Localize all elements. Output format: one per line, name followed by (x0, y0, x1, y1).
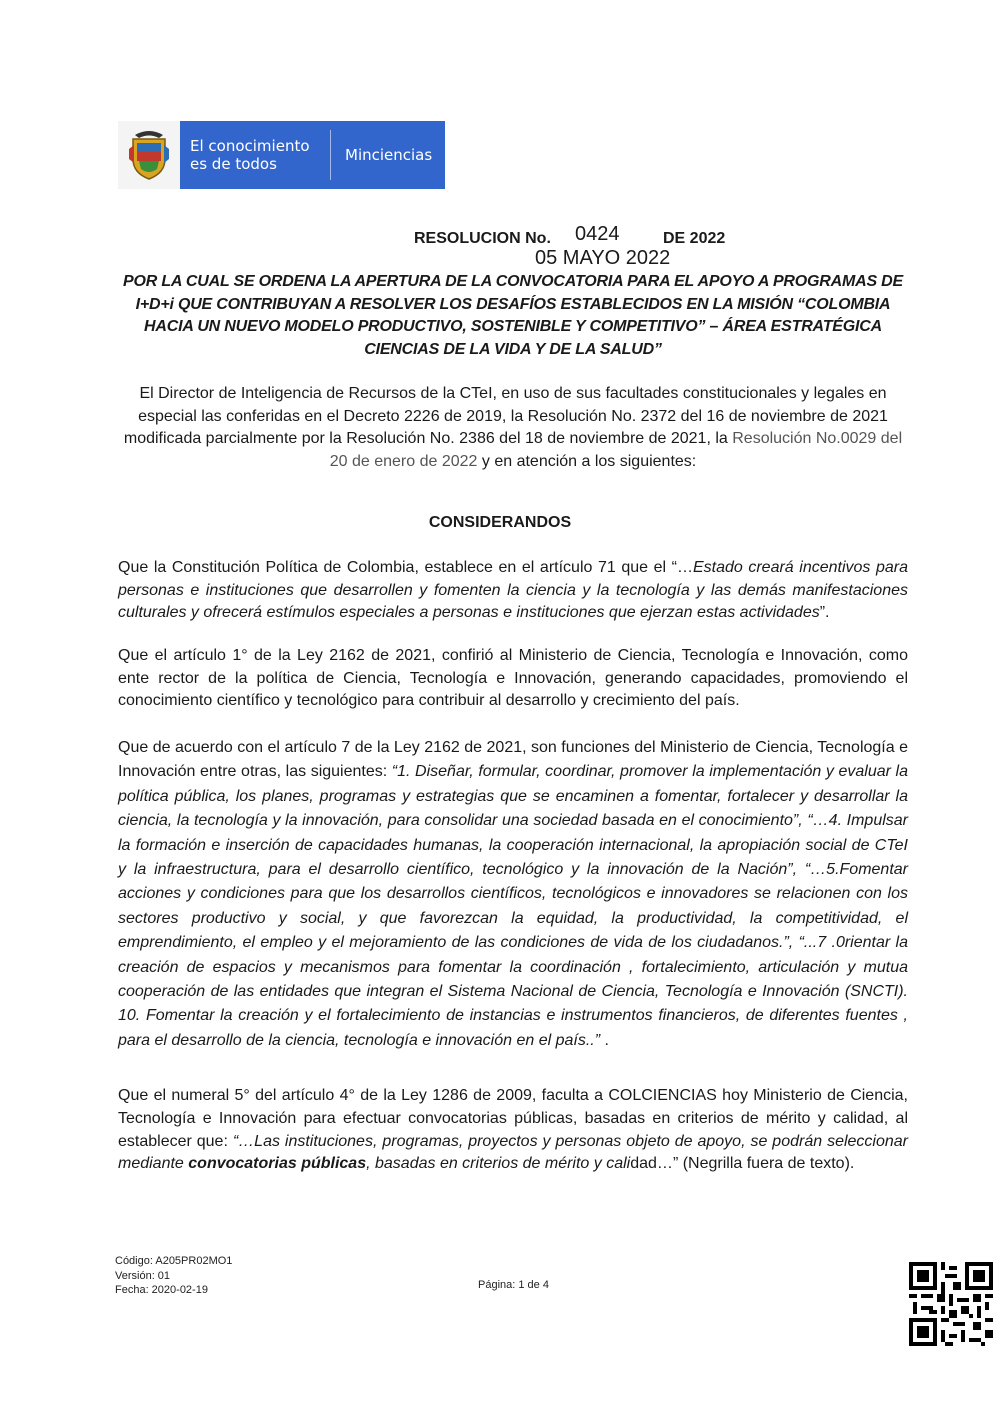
logo-tagline: El conocimiento es de todos (190, 137, 310, 173)
p4-bold-phrase: convocatorias públicas (188, 1155, 367, 1173)
footer-fecha: Fecha: 2020-02-19 (115, 1284, 208, 1296)
p3-quote: “1. Diseñar, formular, coordinar, promover la implementación y evaluar la política pública, los planes, programas y estrategias que se encaminen a fomentar, fortalecer y desarrollar la ciencia, la tecnología y la innovación, para consolidar una sociedad basada en el conocimiento”, “…4. Impulsar la formación e inserción de capacidades humanas, la cooperación internacional, la apropiación social de CTeI y la infraestructura, para el desarrollo científico, tecnológico y la innovación de la Nación”, “…5.Fomentar acciones y condiciones para que los desarrollos científicos, tecnológicos e innovadores se relacionen con los sectores productivo y social, y que favorezcan la equidad, la productividad, la competitividad, el emprendimiento, el empleo y el mejoramiento de las condiciones de vida de los ciudadanos.”, “...7 .0rientar la creación de espacios y mecanismos para fomentar la coordinación , fortalecimiento, articulación y mutua cooperación de las entidades que integran el Sistema Nacional de Ciencia, Tecnología e Innovación (SNCTI). 10. Fomentar la creación y el fortalecimiento de instancias e instrumentos financieros, de diferentes fuentes , para el desarrollo de la ciencia, tecnología e innovación en el país..” (118, 763, 908, 1049)
paragraph-constitucion (118, 557, 908, 625)
minciencias-logo (118, 121, 445, 189)
resolution-year: DE 2022 (663, 230, 726, 247)
resolution-title: POR LA CUAL SE ORDENA LA APERTURA DE LA CONVOCATORIA PARA EL APOYO A PROGRAMAS DE I+D+i QUE CONTRIBUYAN A RESOLVER LOS DESAFÍOS ESTABLECIDOS EN LA MISIÓN “COLOMBIA HACIA UN NUEVO MODELO PRODUCTIVO, SOSTENIBLE Y COMPETITIVO” – ÁREA ESTRATÉGICA CIENCIAS DE LA VIDA Y DE LA SALUD” (123, 273, 903, 358)
logo-divider (330, 130, 331, 180)
footer-codigo: Código: A205PR02MO1 (115, 1255, 233, 1267)
page-number: Página: 1 de 4 (478, 1279, 549, 1291)
document-control-info (115, 1254, 232, 1298)
footer-version: Versión: 01 (115, 1269, 171, 1282)
p1-intro: Que la Constitución Política de Colombia, establece en el artículo 71 que el “… (118, 559, 693, 576)
p4-quote-end: dad… (630, 1155, 673, 1173)
resolution-number: 0424 (575, 223, 620, 245)
paragraph-ley-2162-art7 (118, 736, 908, 1053)
qr-code-icon (909, 1262, 993, 1346)
p4-close: ” (Negrilla fuera de texto). (672, 1155, 855, 1173)
resolution-line (0, 223, 1000, 250)
preamble-tail: y en atención a los siguientes: (477, 452, 697, 470)
p4-quote-mid: , basadas en criterios de mérito y cali (366, 1155, 631, 1173)
considerandos-heading: CONSIDERANDOS (428, 514, 572, 531)
paragraph-ley-2162-art1: Que el artículo 1° de la Ley 2162 de 2021, confirió al Ministerio de Ciencia, Tecnología e Innovación, como ente rector de la política de Ciencia, Tecnología e Innovación, generando capacidades, promoviendo el conocimiento científico y tecnológico para contribuir al desarrollo y crecimiento del país. (118, 647, 908, 709)
preamble-main: El Director de Inteligencia de Recursos de la CTeI, en uso de sus facultades constitucionales y legales en especial las conferidas en el Decreto 2226 de 2019, la Resolución No. 2372 del 16 de noviembre de 2021 modificada parcialmente por la Resolución No. 2386 del 18 de noviembre de 2021, la (123, 385, 888, 447)
p1-close: ”. (819, 604, 830, 621)
p4-quote-start: “…Las instituciones, programas, proyectos y personas objeto de apoyo, se podrán seleccionar mediante (118, 1132, 908, 1173)
p1-quote: Estado creará incentivos para personas e instituciones que desarrollen y fomenten la ciencia y la tecnología y las demás manifestaciones culturales y ofrecerá estímulos especiales a personas e instituciones que ejerzan estas actividades (118, 559, 909, 621)
resolution-date: 05 MAYO 2022 (535, 247, 671, 269)
logo-brand: Minciencias (345, 146, 433, 164)
p4-intro: Que el numeral 5° del artículo 4° de la Ley 1286 de 2009, faculta a COLCIENCIAS hoy Ministerio de Ciencia, Tecnología e Innovación para efectuar convocatorias públicas, basadas en criterios de mérito y calidad, al establecer que: (118, 1087, 908, 1150)
coat-of-arms-icon (118, 121, 180, 189)
paragraph-ley-1286 (118, 1085, 908, 1176)
preamble (118, 383, 908, 473)
preamble-reference: Resolución No.0029 del 20 de enero de 2022 (329, 430, 903, 470)
p3-intro: Que de acuerdo con el artículo 7 de la Ley 2162 de 2021, son funciones del Ministerio de Ciencia, Tecnología e Innovación entre otras, las siguientes: (118, 739, 908, 781)
resolution-label: RESOLUCION No. (414, 230, 551, 247)
p3-close: . (600, 1031, 609, 1049)
